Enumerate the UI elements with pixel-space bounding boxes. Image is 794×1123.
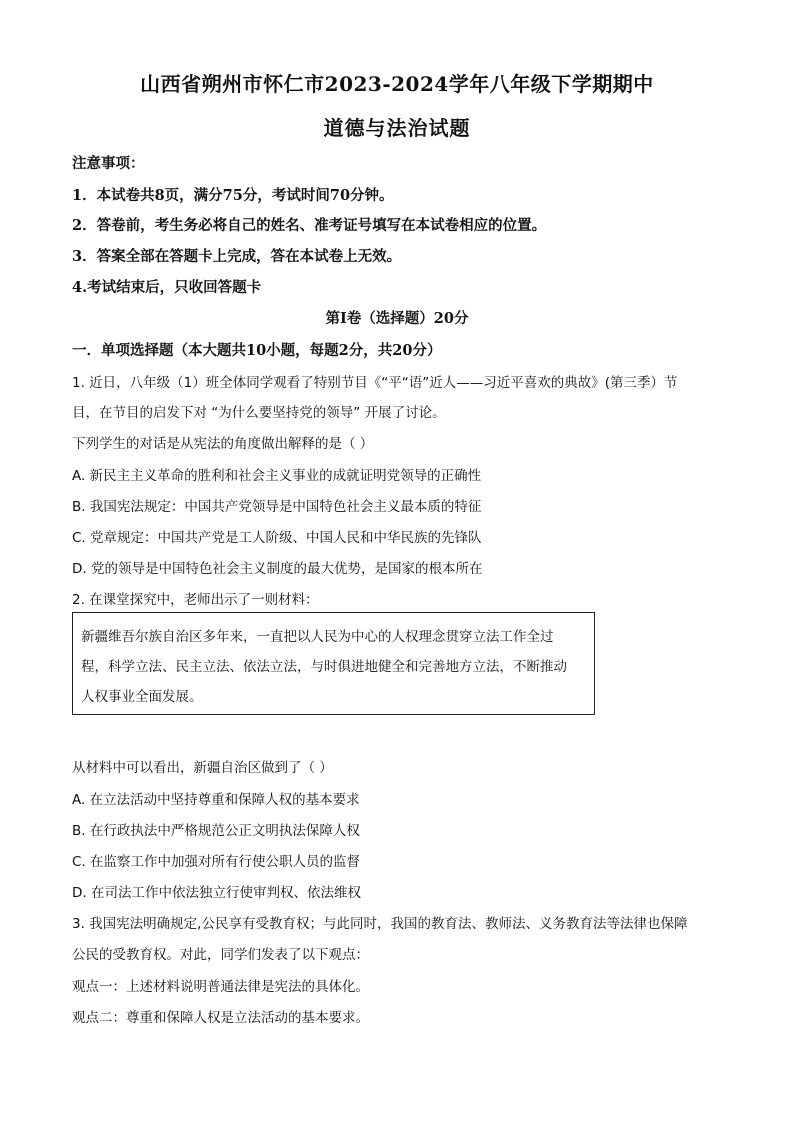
question-stem: 公民的受教育权。对此，同学们发表了以下观点： [72,947,369,963]
material-line: 程，科学立法、民主立法、依法立法，与时俱进地健全和完善地方立法，不断推动 [81,659,567,675]
note-item: 1．本试卷共8页，满分75分，考试时间70分钟。 [72,187,394,204]
question-stem: 3. 我国宪法明确规定,公民享有受教育权；与此同时，我国的教育法、教师法、义务教育法等法律也保障 [72,916,688,932]
option-d: D. 党的领导是中国特色社会主义制度的最大优势，是国家的根本所在 [72,561,483,577]
option-b: B. 我国宪法规定：中国共产党领导是中国特色社会主义最本质的特征 [72,499,482,515]
notes-heading: 注意事项： [72,155,145,172]
note-item: 2．答卷前，考生务必将自己的姓名、准考证号填写在本试卷相应的位置。 [72,217,547,234]
view-item: 观点一：上述材料说明普通法律是宪法的具体化。 [72,979,369,995]
option-a: A. 新民主主义革命的胜利和社会主义事业的成就证明党领导的正确性 [72,468,482,484]
option-c: C. 在监察工作中加强对所有行使公职人员的监督 [72,854,361,870]
option-d: D. 在司法工作中依法独立行使审判权、依法维权 [72,885,361,901]
exam-title: 山西省朔州市怀仁市2023-2024学年八年级下学期期中 [140,72,654,96]
question-stem: 目，在节目的启发下对 “为什么要坚持党的领导” 开展了讨论。 [72,405,446,421]
question-stem: 从材料中可以看出，新疆自治区做到了（ ） [72,760,333,776]
option-b: B. 在行政执法中严格规范公正文明执法保障人权 [72,823,360,839]
section-heading: 一．单项选择题（本大题共10小题，每题2分，共20分） [72,342,442,359]
exam-subtitle: 道德与法治试题 [323,116,471,140]
material-line: 人权事业全面发展。 [81,689,203,705]
material-line: 新疆维吾尔族自治区多年来，一直把以人民为中心的人权理念贯穿立法工作全过 [81,629,554,645]
part-title: 第Ⅰ卷（选择题）20分 [325,310,469,327]
option-a: A. 在立法活动中坚持尊重和保障人权的基本要求 [72,792,360,808]
note-item: 3．答案全部在答题卡上完成，答在本试卷上无效。 [72,248,402,265]
question-stem: 下列学生的对话是从宪法的角度做出解释的是（ ） [72,436,374,452]
question-stem: 2. 在课堂探究中，老师出示了一则材料： [72,592,319,608]
note-item: 4.考试结束后，只收回答题卡 [72,279,262,296]
view-item: 观点二：尊重和保障人权是立法活动的基本要求。 [72,1010,369,1026]
material-box [72,612,595,715]
question-stem: 1. 近日，八年级（1）班全体同学观看了特别节目《“平“语”近人——习近平喜欢的典故》(第三季）节 [72,375,678,391]
option-c: C. 党章规定：中国共产党是工人阶级、中国人民和中华民族的先锋队 [72,530,482,546]
